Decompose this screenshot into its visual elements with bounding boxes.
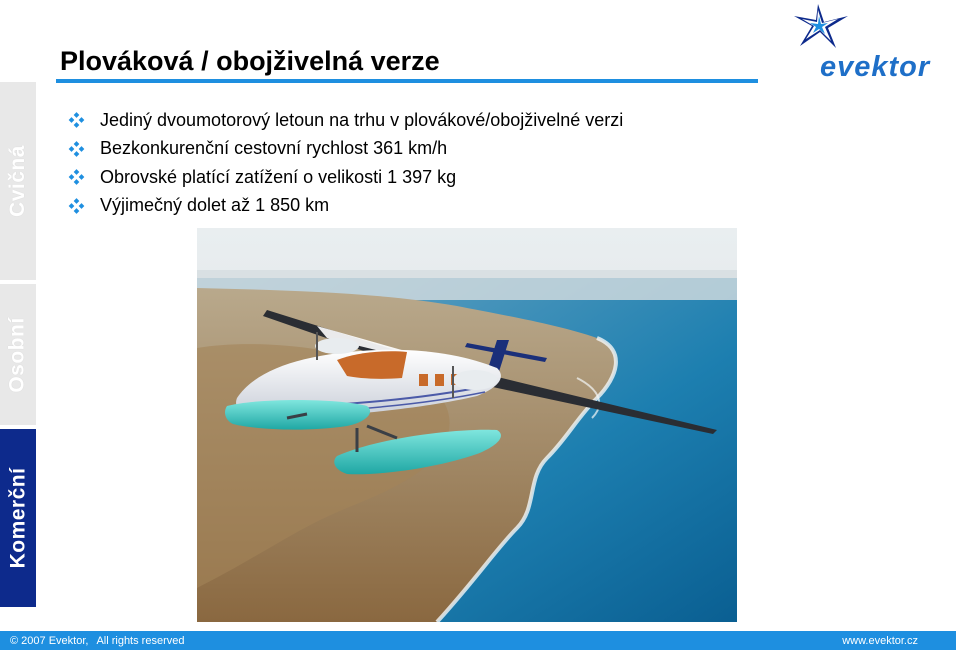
diamond-bullet-icon [66, 112, 88, 128]
sidebar-tab-komercni[interactable] [0, 429, 36, 607]
star-logo-icon [792, 2, 862, 52]
sidebar-tab-osobni[interactable] [0, 284, 36, 427]
sidebar-tab-label: Cvičná [6, 145, 29, 217]
bullet-text: Výjimečný dolet až 1 850 km [100, 195, 330, 216]
footer-website-link[interactable]: www.evektor.cz [842, 634, 918, 647]
sidebar-tab-label: Komerční [6, 467, 30, 569]
bullet-text: Jediný dvoumotorový letoun na trhu v plovákové/obojživelné verzi [100, 109, 624, 130]
title-underline [56, 79, 758, 83]
diamond-bullet-icon [66, 141, 88, 157]
sidebar-tab-cvicna[interactable] [0, 82, 36, 282]
sidebar-tab-label: Osobní [6, 316, 29, 393]
diamond-bullet-icon [66, 169, 88, 185]
footer-left [10, 635, 184, 647]
logo-wordmark: evektor [820, 51, 931, 83]
list-item [66, 135, 623, 164]
seaplane-photo [197, 228, 737, 622]
bullet-text: Bezkonkurenční cestovní rychlost 361 km/h [100, 138, 448, 159]
list-item [66, 106, 623, 135]
bullet-text: Obrovské platící zatížení o velikosti 1 397 kg [100, 166, 457, 187]
footer-rights: All rights reserved [96, 634, 185, 647]
list-item [66, 163, 623, 192]
footer-bar [0, 631, 956, 650]
bullet-list [66, 106, 623, 220]
footer-copyright: © 2007 Evektor, [10, 634, 89, 647]
list-item [66, 192, 623, 221]
slide-title: Plováková / obojživelná verze [60, 46, 440, 76]
diamond-bullet-icon [66, 198, 88, 214]
